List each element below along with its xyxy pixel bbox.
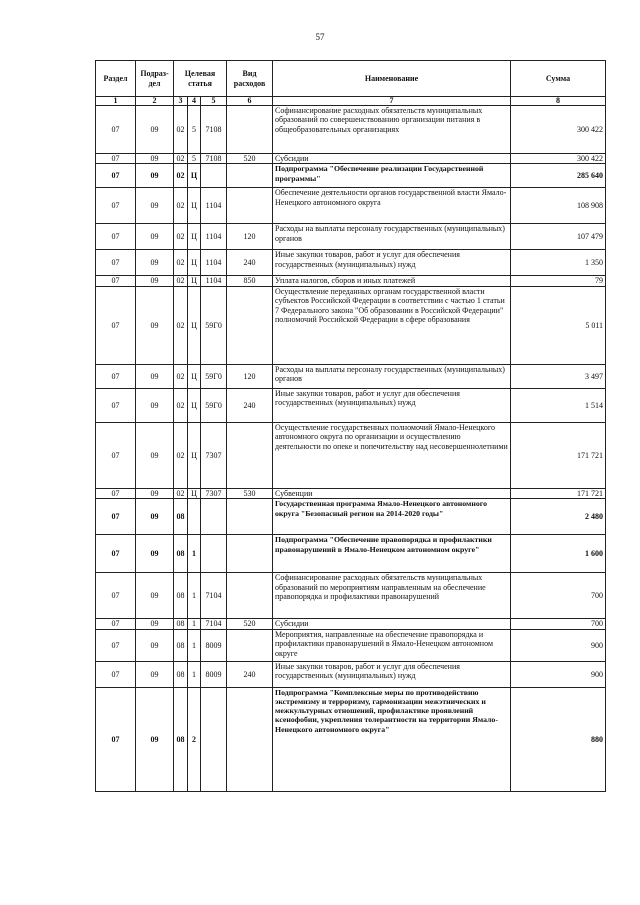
cell-section: 07 [96, 364, 136, 388]
cell-expense-type [227, 629, 273, 661]
cell-target-code [201, 164, 227, 188]
cell-target-code [201, 687, 227, 791]
table-row [96, 250, 606, 276]
cell-target-code [201, 499, 227, 535]
table-row [96, 188, 606, 224]
table-row [96, 276, 606, 286]
cell-target-program: 02 [174, 164, 188, 188]
cell-section: 07 [96, 250, 136, 276]
cell-subsection: 09 [136, 106, 174, 154]
cell-section: 07 [96, 535, 136, 573]
cell-target-subprogram: Ц [188, 488, 201, 498]
cell-expense-type: 520 [227, 154, 273, 164]
cell-subsection: 09 [136, 164, 174, 188]
cell-name: Подпрограмма "Обеспечение реализации Государственной программы" [273, 164, 511, 188]
cell-target-subprogram: 1 [188, 619, 201, 629]
cell-target-code: 8009 [201, 661, 227, 687]
cell-section: 07 [96, 286, 136, 364]
cell-amount: 300 422 [511, 154, 606, 164]
cell-target-program: 02 [174, 286, 188, 364]
table-row [96, 499, 606, 535]
cell-target-code: 8009 [201, 629, 227, 661]
cell-target-program: 08 [174, 619, 188, 629]
cell-name: Расходы на выплаты персоналу государственных (муниципальных) органов [273, 224, 511, 250]
cell-target-subprogram: Ц [188, 286, 201, 364]
cell-section: 07 [96, 573, 136, 619]
column-number: 5 [201, 97, 227, 106]
cell-target-subprogram [188, 499, 201, 535]
cell-subsection: 09 [136, 573, 174, 619]
cell-section: 07 [96, 687, 136, 791]
cell-name: Софинансирование расходных обязательств муниципальных образований по мероприятиям направленным на обеспечение правопорядка и профилактики правонарушений [273, 573, 511, 619]
cell-target-code: 7307 [201, 422, 227, 488]
cell-section: 07 [96, 106, 136, 154]
cell-section: 07 [96, 499, 136, 535]
cell-target-code: 7307 [201, 488, 227, 498]
table-row [96, 535, 606, 573]
cell-subsection: 09 [136, 488, 174, 498]
cell-name: Уплата налогов, сборов и иных платежей [273, 276, 511, 286]
cell-amount: 285 640 [511, 164, 606, 188]
cell-subsection: 09 [136, 364, 174, 388]
cell-subsection: 09 [136, 276, 174, 286]
column-number: 2 [136, 97, 174, 106]
cell-name: Подпрограмма "Обеспечение правопорядка и профилактики правонарушений в Ямало-Ненецком автономном округе" [273, 535, 511, 573]
cell-subsection: 09 [136, 250, 174, 276]
cell-expense-type [227, 422, 273, 488]
cell-subsection: 09 [136, 388, 174, 422]
cell-name: Иные закупки товаров, работ и услуг для обеспечения государственных (муниципальных) нужд [273, 250, 511, 276]
cell-section: 07 [96, 154, 136, 164]
cell-name: Субвенции [273, 488, 511, 498]
cell-target-subprogram: Ц [188, 164, 201, 188]
cell-expense-type: 120 [227, 364, 273, 388]
header-name: Наименование [273, 61, 511, 97]
cell-amount: 700 [511, 619, 606, 629]
cell-amount: 108 908 [511, 188, 606, 224]
cell-expense-type: 520 [227, 619, 273, 629]
cell-expense-type: 240 [227, 388, 273, 422]
table-row [96, 422, 606, 488]
table-row [96, 106, 606, 154]
table-row [96, 619, 606, 629]
cell-target-program: 02 [174, 224, 188, 250]
cell-target-subprogram: Ц [188, 276, 201, 286]
cell-name: Подпрограмма "Комплексные меры по противодействию экстремизму и терроризму, гармонизации межэтнических и межкультурных отношений, профилактике проявлений ксенофобии, укрепления толерантности на территории Ямало-Ненецкого автономного округа" [273, 687, 511, 791]
cell-name: Софинансирование расходных обязательств муниципальных образований по совершенствованию организации питания в общеобразовательных организациях [273, 106, 511, 154]
cell-section: 07 [96, 661, 136, 687]
cell-subsection: 09 [136, 687, 174, 791]
header-section: Раздел [96, 61, 136, 97]
cell-expense-type [227, 499, 273, 535]
cell-amount: 2 480 [511, 499, 606, 535]
page-number: 57 [315, 32, 325, 42]
cell-amount: 300 422 [511, 106, 606, 154]
cell-target-subprogram: 2 [188, 687, 201, 791]
cell-subsection: 09 [136, 629, 174, 661]
table-row [96, 224, 606, 250]
cell-target-program: 08 [174, 535, 188, 573]
cell-name: Обеспечение деятельности органов государственной власти Ямало-Ненецкого автономного округа [273, 188, 511, 224]
cell-amount: 79 [511, 276, 606, 286]
cell-amount: 5 011 [511, 286, 606, 364]
cell-subsection: 09 [136, 224, 174, 250]
column-number: 6 [227, 97, 273, 106]
table-row [96, 164, 606, 188]
cell-target-program: 02 [174, 250, 188, 276]
cell-target-program: 02 [174, 364, 188, 388]
cell-name: Субсидии [273, 619, 511, 629]
cell-amount: 3 497 [511, 364, 606, 388]
cell-section: 07 [96, 422, 136, 488]
cell-subsection: 09 [136, 286, 174, 364]
column-number: 3 [174, 97, 188, 106]
cell-amount: 1 514 [511, 388, 606, 422]
cell-name: Мероприятия, направленные на обеспечение правопорядка и профилактики правонарушений в Ямало-Ненецком автономном округе [273, 629, 511, 661]
cell-amount: 1 350 [511, 250, 606, 276]
cell-section: 07 [96, 488, 136, 498]
cell-subsection: 09 [136, 535, 174, 573]
table-row [96, 286, 606, 364]
cell-section: 07 [96, 629, 136, 661]
cell-expense-type: 850 [227, 276, 273, 286]
cell-name: Расходы на выплаты персоналу государственных (муниципальных) органов [273, 364, 511, 388]
cell-target-code: 59Г0 [201, 364, 227, 388]
cell-target-subprogram: 1 [188, 535, 201, 573]
cell-expense-type [227, 535, 273, 573]
cell-section: 07 [96, 388, 136, 422]
cell-target-subprogram: 5 [188, 106, 201, 154]
cell-section: 07 [96, 276, 136, 286]
header-amount: Сумма [511, 61, 606, 97]
cell-target-program: 02 [174, 106, 188, 154]
cell-amount: 880 [511, 687, 606, 791]
cell-target-code: 59Г0 [201, 388, 227, 422]
cell-target-program: 08 [174, 687, 188, 791]
cell-name: Субсидии [273, 154, 511, 164]
table-row [96, 629, 606, 661]
cell-target-program: 02 [174, 154, 188, 164]
cell-target-subprogram: Ц [188, 364, 201, 388]
cell-expense-type: 120 [227, 224, 273, 250]
cell-target-program: 02 [174, 422, 188, 488]
cell-subsection: 09 [136, 422, 174, 488]
cell-expense-type [227, 188, 273, 224]
cell-target-program: 02 [174, 276, 188, 286]
cell-target-code: 1104 [201, 224, 227, 250]
cell-amount: 700 [511, 573, 606, 619]
column-number: 1 [96, 97, 136, 106]
cell-target-program: 02 [174, 188, 188, 224]
cell-target-subprogram: 5 [188, 154, 201, 164]
cell-target-subprogram: 1 [188, 661, 201, 687]
cell-target-code: 1104 [201, 250, 227, 276]
cell-target-code: 7108 [201, 106, 227, 154]
cell-expense-type [227, 573, 273, 619]
table-row [96, 388, 606, 422]
cell-target-program: 02 [174, 388, 188, 422]
cell-target-code: 1104 [201, 188, 227, 224]
cell-subsection: 09 [136, 661, 174, 687]
cell-target-code: 7104 [201, 619, 227, 629]
cell-expense-type: 530 [227, 488, 273, 498]
cell-expense-type [227, 106, 273, 154]
cell-target-subprogram: Ц [188, 422, 201, 488]
table-body [96, 106, 606, 792]
column-number: 8 [511, 97, 606, 106]
column-number-row [96, 97, 606, 106]
cell-expense-type [227, 164, 273, 188]
table-row [96, 573, 606, 619]
table-row [96, 661, 606, 687]
cell-amount: 171 721 [511, 422, 606, 488]
cell-target-program: 08 [174, 499, 188, 535]
cell-section: 07 [96, 164, 136, 188]
table-row [96, 154, 606, 164]
cell-target-code: 1104 [201, 276, 227, 286]
cell-target-subprogram: Ц [188, 250, 201, 276]
table-row [96, 488, 606, 498]
cell-target-subprogram: 1 [188, 629, 201, 661]
cell-name: Иные закупки товаров, работ и услуг для обеспечения государственных (муниципальных) нужд [273, 661, 511, 687]
cell-target-program: 08 [174, 661, 188, 687]
cell-section: 07 [96, 619, 136, 629]
cell-expense-type: 240 [227, 661, 273, 687]
cell-target-program: 08 [174, 629, 188, 661]
cell-section: 07 [96, 224, 136, 250]
cell-expense-type: 240 [227, 250, 273, 276]
header-target: Целевая статья [174, 61, 227, 97]
cell-target-code: 59Г0 [201, 286, 227, 364]
cell-section: 07 [96, 188, 136, 224]
cell-target-code: 7108 [201, 154, 227, 164]
cell-subsection: 09 [136, 154, 174, 164]
cell-name: Иные закупки товаров, работ и услуг для обеспечения государственных (муниципальных) нужд [273, 388, 511, 422]
budget-table [95, 60, 606, 792]
cell-amount: 107 479 [511, 224, 606, 250]
cell-name: Осуществление переданных органам государственной власти субъектов Российской Федерации в соответствии с частью 1 статьи 7 Федерального закона "Об образовании в Российской Федерации" полномочий Российской Федерации в сфере образования [273, 286, 511, 364]
cell-target-subprogram: Ц [188, 388, 201, 422]
column-number: 7 [273, 97, 511, 106]
cell-subsection: 09 [136, 188, 174, 224]
cell-target-subprogram: Ц [188, 224, 201, 250]
header-subsection: Подраз- дел [136, 61, 174, 97]
cell-expense-type [227, 687, 273, 791]
cell-amount: 1 600 [511, 535, 606, 573]
cell-expense-type [227, 286, 273, 364]
cell-subsection: 09 [136, 619, 174, 629]
cell-amount: 171 721 [511, 488, 606, 498]
table-row [96, 364, 606, 388]
header-row [96, 61, 606, 97]
cell-subsection: 09 [136, 499, 174, 535]
cell-target-code [201, 535, 227, 573]
cell-name: Государственная программа Ямало-Ненецкого автономного округа "Безопасный регион на 2014-2020 годы" [273, 499, 511, 535]
cell-amount: 900 [511, 629, 606, 661]
cell-name: Осуществление государственных полномочий Ямало-Ненецкого автономного округа по организации и осуществлению деятельности по опеке и попечительству над несовершеннолетними [273, 422, 511, 488]
cell-target-program: 08 [174, 573, 188, 619]
cell-amount: 900 [511, 661, 606, 687]
column-number: 4 [188, 97, 201, 106]
cell-target-subprogram: 1 [188, 573, 201, 619]
table-row [96, 687, 606, 791]
header-expense-type: Вид расходов [227, 61, 273, 97]
cell-target-program: 02 [174, 488, 188, 498]
cell-target-code: 7104 [201, 573, 227, 619]
cell-target-subprogram: Ц [188, 188, 201, 224]
